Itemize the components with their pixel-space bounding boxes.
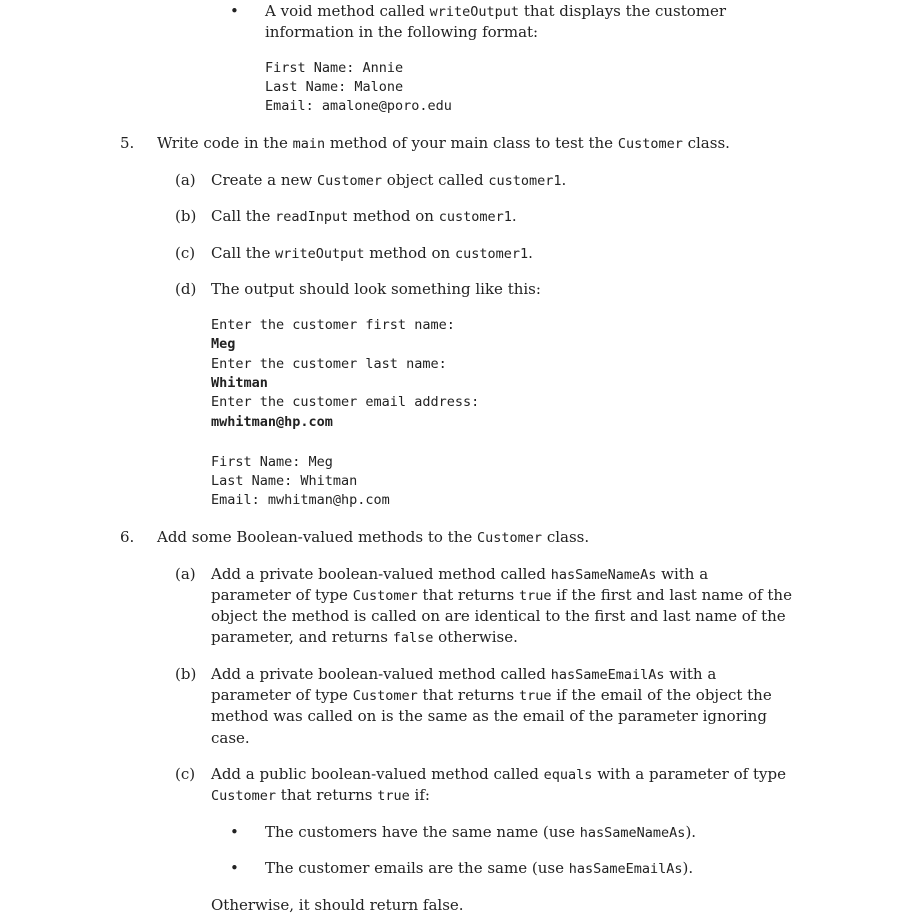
item-6c-label: (c) xyxy=(175,765,196,783)
item-5a-label: (a) xyxy=(175,171,196,189)
item-6a-line: Add a private boolean-valued method called hasSameNameAs with a xyxy=(211,565,709,583)
item-6a-line: parameter, and returns false otherwise. xyxy=(211,628,518,646)
item-6b-line: method was called on is the same as the email of the parameter ignoring xyxy=(211,707,767,725)
item-5c-text: Call the writeOutput method on customer1. xyxy=(211,244,533,262)
item-6b-label: (b) xyxy=(175,665,197,683)
format-example-line: First Name: Annie xyxy=(265,60,404,76)
format-example-line: Email: amalone@poro.edu xyxy=(265,98,452,114)
item-6b-line: parameter of type Customer that returns true if the email of the object the xyxy=(211,686,772,704)
console-output-line: First Name: Meg xyxy=(211,454,333,470)
item-6c-bullet-2: The customer emails are the same (use hasSameEmailAs). xyxy=(265,859,694,877)
bullet-icon: • xyxy=(230,2,239,20)
item-6b-line: case. xyxy=(211,729,250,747)
console-input-line: Whitman xyxy=(211,375,268,391)
item-6-text: Add some Boolean-valued methods to the Customer class. xyxy=(157,528,590,546)
item-5b-text: Call the readInput method on customer1. xyxy=(211,207,517,225)
item-5d-label: (d) xyxy=(175,280,197,298)
top-item-line-1: A void method called writeOutput that displays the customer xyxy=(265,2,727,20)
item-5b-label: (b) xyxy=(175,207,197,225)
bullet-icon: • xyxy=(230,859,239,877)
console-input-line: mwhitman@hp.com xyxy=(211,414,333,430)
item-5d-text: The output should look something like this: xyxy=(211,280,541,298)
console-prompt-line: Enter the customer last name: xyxy=(211,356,447,372)
console-input-line: Meg xyxy=(211,336,236,352)
item-6b-line: Add a private boolean-valued method called hasSameEmailAs with a xyxy=(211,665,717,683)
item-6c-bullet-1: The customers have the same name (use hasSameNameAs). xyxy=(265,823,697,841)
top-item-line-2: information in the following format: xyxy=(265,23,539,41)
console-prompt-line: Enter the customer first name: xyxy=(211,317,455,333)
console-prompt-line: Enter the customer email address: xyxy=(211,394,480,410)
item-6a-label: (a) xyxy=(175,565,196,583)
item-6c-otherwise: Otherwise, it should return false. xyxy=(211,896,464,914)
item-6a-line: parameter of type Customer that returns true if the first and last name of the xyxy=(211,586,792,604)
item-6a-line: object the method is called on are identical to the first and last name of the xyxy=(211,607,786,625)
console-output-line: Last Name: Whitman xyxy=(211,473,358,489)
item-5-text: Write code in the main method of your main class to test the Customer class. xyxy=(157,134,730,152)
bullet-icon: • xyxy=(230,823,239,841)
item-6c-line: Customer that returns true if: xyxy=(211,786,430,804)
item-5-number: 5. xyxy=(120,134,135,152)
console-output-line: Email: mwhitman@hp.com xyxy=(211,492,390,508)
format-example-line: Last Name: Malone xyxy=(265,79,404,95)
item-6-number: 6. xyxy=(120,528,135,546)
item-6c-line: Add a public boolean-valued method called equals with a parameter of type xyxy=(211,765,786,783)
item-5a-text: Create a new Customer object called customer1. xyxy=(211,171,567,189)
item-5c-label: (c) xyxy=(175,244,196,262)
